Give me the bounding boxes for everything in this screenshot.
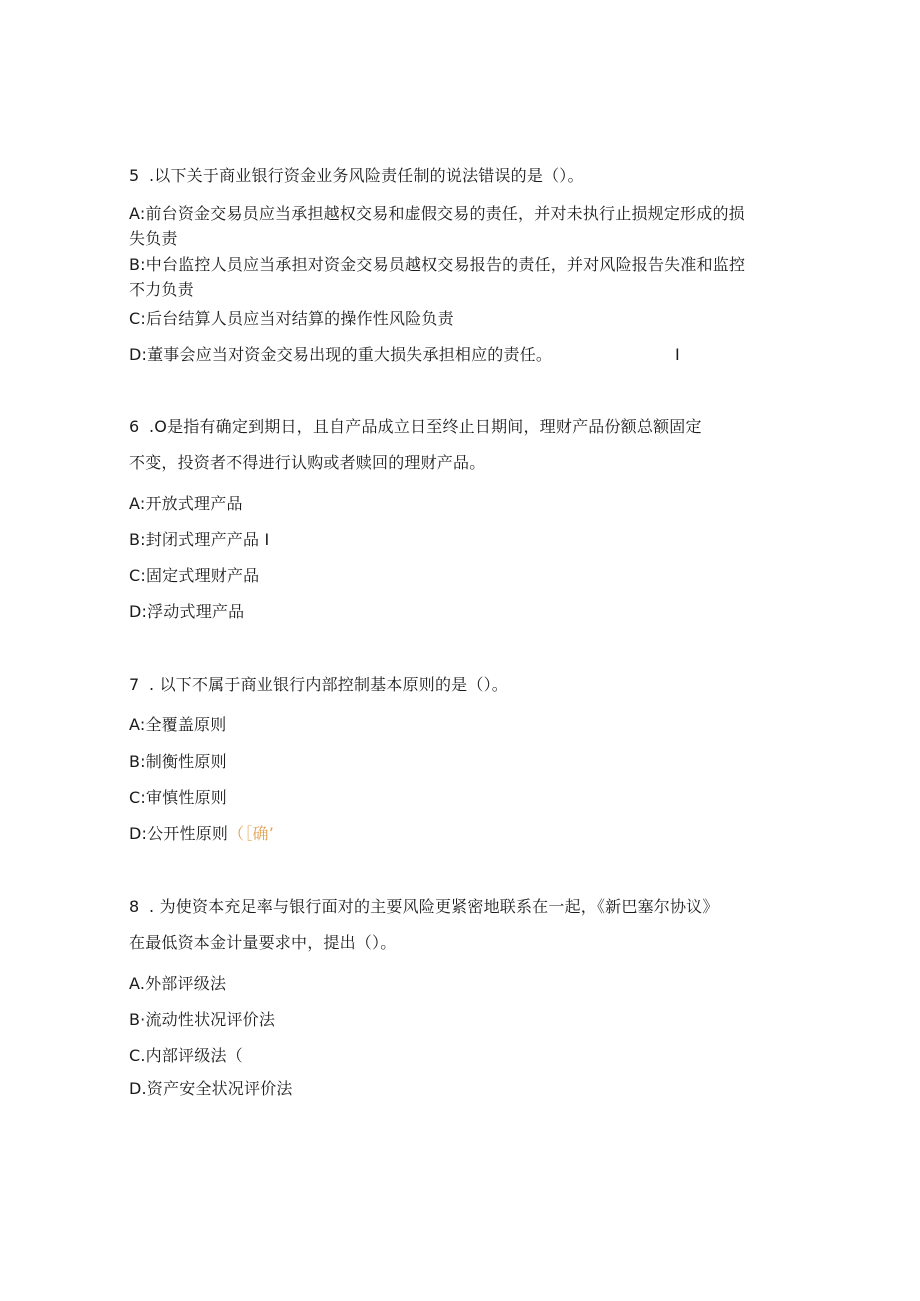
question-5-option-b-cont: 不力负责 [129,280,194,299]
question-text: . 以下不属于商业银行内部控制基本原则的是（）。 [149,675,508,694]
question-8-option-c: C.内部评级法（ [129,1046,243,1065]
question-7-stem [129,675,508,695]
question-5-option-b: B:中台监控人员应当承担对资金交易员越权交易报告的责任，并对风险报告失准和监控 [129,255,746,274]
question-6-option-d: D:浮动式理产品 [129,602,245,621]
question-8-option-a: A.外部评级法 [129,974,227,993]
question-6-stem [129,417,702,437]
question-7-option-a: A:全覆盖原则 [129,715,227,734]
question-7-option-d [129,824,274,844]
question-number: 8 [129,897,140,916]
question-6-stem-cont: 不变，投资者不得进行认购或者赎回的理财产品。 [129,453,486,472]
handwritten-annotation: （［确’ [228,824,275,843]
option-text: D:公开性原则 [129,824,229,843]
question-8-option-b: B·流动性状况评价法 [129,1010,276,1029]
question-number: 5 [129,166,140,185]
question-5-stem [129,166,584,186]
question-8-option-d: D.资产安全状况评价法 [129,1079,293,1098]
question-6-option-a: A:开放式理产品 [129,494,243,513]
question-8-stem-cont: 在最低资本金计量要求中，提出（）。 [129,933,397,952]
question-5-option-c: C:后台结算人员应当对结算的操作性风险负责 [129,309,454,328]
question-7-option-c: C:审慎性原则 [129,788,227,807]
question-5-option-d: D:董事会应当对资金交易出现的重大损失承担相应的责任。 [129,345,553,364]
question-7-option-b: B:制衡性原则 [129,752,227,771]
question-text: .O是指有确定到期日，且自产品成立日至终止日期间，理财产品份额总额固定 [149,417,702,436]
question-6-option-c: C:固定式理财产品 [129,566,260,585]
question-text: . 为使资本充足率与银行面对的主要风险更紧密地联系在一起，《新巴塞尔协议》 [149,897,719,916]
question-text: .以下关于商业银行资金业务风险责任制的说法错误的是（）。 [149,166,584,185]
question-number: 6 [129,417,140,436]
text-cursor-mark: I [675,345,680,364]
question-6-option-b: B:封闭式理产产品 I [129,530,270,549]
question-5-option-a-cont: 失负责 [129,229,178,248]
question-8-stem [129,897,719,917]
question-number: 7 [129,675,140,694]
question-5-option-a: A:前台资金交易员应当承担越权交易和虚假交易的责任，并对未执行止损规定形成的损 [129,204,745,223]
